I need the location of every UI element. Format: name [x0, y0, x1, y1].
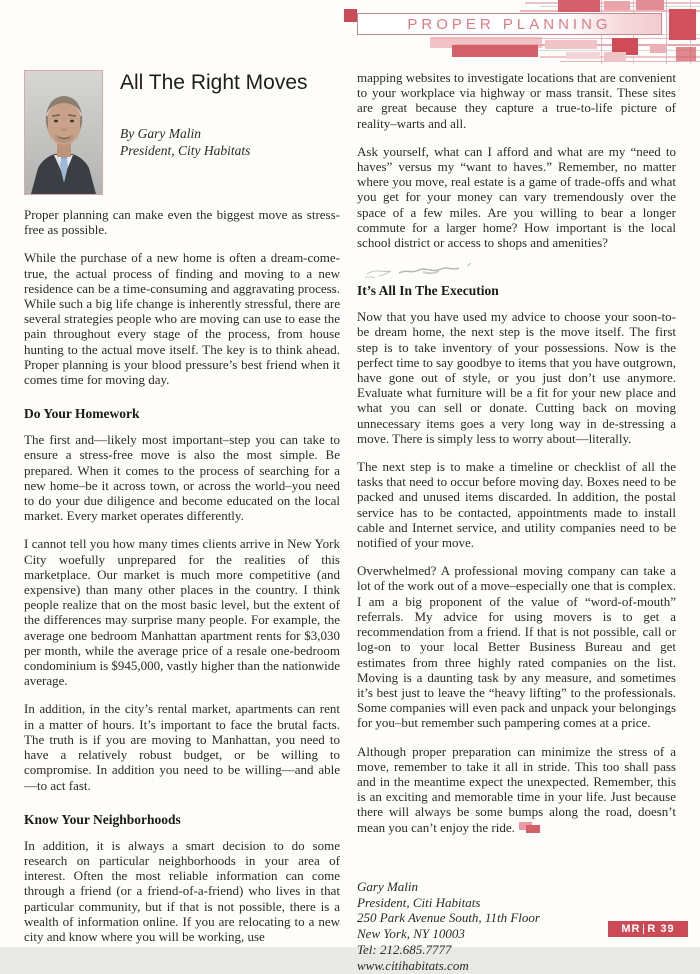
mosaic-block	[669, 9, 696, 40]
paragraph: I cannot tell you how many times clients arrive in New York City woefully unprepared for the realities of this marketplace. Our market is much more competitive (and expensive) than many other places in the country. I think people realize that on the most basic level, but the extent of the differences may surprise many people. For example, the average one bedroom Manhattan apartment rents for $3,030 per month, while the average price of a resale one-bedroom condominium is $945,000, vastly higher than the nationwide average.	[24, 536, 340, 689]
paragraph: Now that you have used my advice to choose your soon-to-be dream home, the next step is the move itself. The first step is to take inventory of your possessions. Now is the perfect time to say goodbye to items that you have outgrown, have gone out of style, or you just don’t use anymore. Evaluate what furniture will be a fit for your new place and what you can sell or donate. Cutting back on moving unnecessary items goes a very long way in de-stressing a move. There is simply less to worry about—literally.	[357, 309, 676, 446]
mosaic-block	[558, 0, 600, 12]
page-number-badge	[608, 921, 688, 937]
mosaic-block	[566, 52, 600, 59]
paragraph: The first and—likely most important–step you can take to ensure a stress-free move is also the most simple. Be prepared. When it comes to the process of searching for a new home–be it across town, or across the world–you need to do your due diligence and become educated on the local market. Every market operates differently.	[24, 432, 340, 524]
paragraph: The next step is to make a timeline or checklist of all the tasks that need to occur before moving day. Boxes need to be packed and unused items discarded. In addition, the postal service has to be contacted, appointments made to install cable and Internet service, and utility companies need to be notified of your move.	[357, 459, 676, 551]
paragraph: In addition, it is always a smart decision to do some research on particular neighborhoods in your area of interest. Often the most reliable information can come through a friend (or a friend-of-a-friend) who lives in that particular community, but if that is not possible, there is a wealth of information online. If you are relocating to a new city and know where you will be working, use	[24, 837, 340, 944]
article-header	[24, 70, 340, 194]
article-title: All The Right Moves	[120, 71, 308, 94]
title-block	[120, 70, 308, 194]
article-end-mark-icon	[519, 822, 543, 833]
right-column	[357, 70, 676, 974]
left-column-flow	[24, 207, 340, 944]
signature-line: www.citihabitats.com	[357, 957, 469, 973]
mosaic-block	[676, 47, 696, 61]
signature-line: New York, NY 10003	[357, 926, 465, 942]
masthead-title-box	[357, 13, 662, 35]
section-heading: Do Your Homework	[24, 406, 140, 422]
mosaic-line	[666, 0, 667, 64]
paragraph: Ask yourself, what can I afford and what are my “need to haves” versus my “want to haves.” Remember, no matter where you move, real estate is a game of trade-offs and what you get for your money can vary tremendously over the space of a few miles. Are you willing to bear a longer commute for a larger home? How important is the local school district or access to shops and amenities?	[357, 143, 676, 251]
masthead	[0, 0, 700, 66]
pencil-smudge	[363, 261, 676, 279]
paragraph: In addition, in the city’s rental market, apartments can rent in a matter of hours. It’s important to face the brutal facts. The truth is if you are moving to Manhattan, you need to have a relatively robust budget, or be willing to compromise. In addition you need to be willing—and able—to act fast.	[24, 701, 340, 793]
mosaic-block	[452, 45, 538, 57]
article-columns	[24, 70, 676, 974]
author-photo	[24, 70, 103, 195]
mosaic-block	[604, 1, 630, 10]
section-heading: It’s All In The Execution	[357, 283, 499, 299]
paragraph: mapping websites to investigate locations that are convenient to your workplace via highway or mass transit. These sites are great because they capture a true-to-life picture of reality–warts and all.	[357, 70, 676, 131]
paragraph: Proper planning can make even the biggest move as stress-free as possible.	[24, 207, 340, 238]
page-badge-right: R 39	[647, 923, 675, 935]
paragraph: While the purchase of a new home is often a dream-come-true, the actual process of finding and moving to a new residence can be a time-consuming and aggravating process. While such a big life change is inherently stressful, there are several strategies people who are moving can use to ease the pain throughout every stage of the process, from house hunting to the actual move itself. The key is to think ahead. Proper planning is your blood pressure’s best friend when it comes time for moving day.	[24, 250, 340, 388]
signature-line: Tel: 212.685.7777	[357, 941, 452, 957]
mosaic-line	[560, 61, 700, 62]
masthead-title: PROPER PLANNING	[407, 15, 612, 33]
page-badge-divider	[643, 924, 644, 934]
signature-line: Gary Malin	[357, 878, 419, 894]
signature-line: 250 Park Avenue South, 11th Floor	[357, 910, 540, 926]
signature-line: President, Citi Habitats	[357, 894, 481, 910]
section-heading: Know Your Neighborhoods	[24, 811, 181, 827]
mosaic-block	[650, 44, 666, 53]
mosaic-block	[604, 52, 626, 62]
mosaic-block	[636, 0, 664, 10]
byline-role: President, City Habitats	[120, 143, 251, 158]
byline-author: By Gary Malin	[120, 126, 201, 141]
right-column-flow	[357, 70, 676, 835]
mosaic-line	[520, 50, 700, 51]
byline	[120, 125, 308, 159]
page-badge-left: MR	[621, 923, 641, 935]
mosaic-block	[344, 9, 357, 22]
paragraph: Although proper preparation can minimize the stress of a move, remember to take it all in stride. This too shall pass and in the meantime expect the unexpected. Remember, this is an exciting and memorable time in your life. Just because there will always be some bumps along the road, doesn’t mean you can’t enjoy the ride.	[357, 743, 676, 835]
author-portrait-illustration	[25, 71, 102, 194]
paragraph: Overwhelmed? A professional moving company can take a lot of the work out of a move–especially one that is complex. I am a big proponent of the value of “word-of-mouth” referrals. My advice for using movers is to get a recommendation from a friend. If that is not possible, call or log-on to your local Better Business Bureau and get estimates from three highly rated companies on the list. Moving is a daunting task by any measure, and sometimes it’s best just to leave the “heavy lifting” to the professionals. Some companies will even pack and unpack your belongings for you–but remember such pampering comes at a price.	[357, 563, 676, 731]
left-column	[24, 70, 340, 974]
mosaic-block	[545, 40, 597, 49]
